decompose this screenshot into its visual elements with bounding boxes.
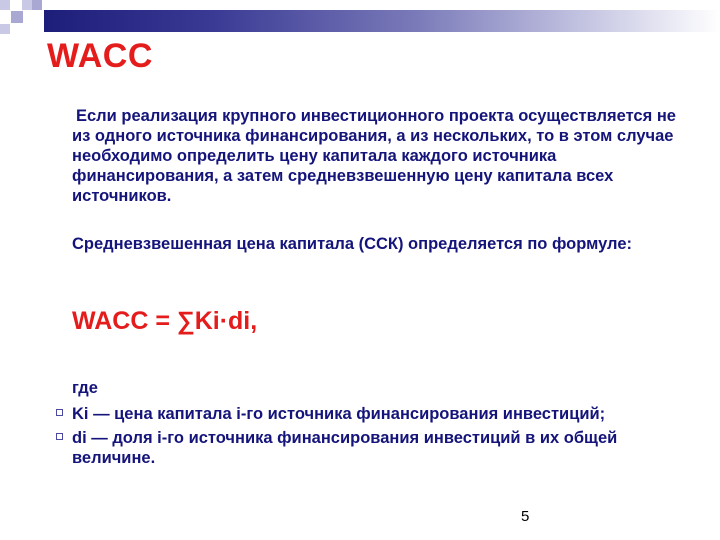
- header-gradient-bar: [44, 10, 720, 32]
- list-item: [56, 404, 696, 424]
- list-item-text: di — доля i-го источника финансирования инвестиций в их общей величине.: [72, 429, 618, 467]
- decor-square: [22, 0, 32, 10]
- decor-square: [0, 11, 10, 21]
- square-bullet-icon: [56, 409, 63, 416]
- decor-square: [24, 11, 34, 21]
- decor-square: [10, 0, 20, 10]
- list-item-text: Ki — цена капитала i-го источника финансирования инвестиций;: [72, 405, 606, 423]
- decor-square: [11, 11, 23, 23]
- decor-square: [32, 24, 42, 34]
- page-number: 5: [521, 508, 530, 525]
- decor-square: [12, 24, 22, 34]
- definition-paragraph: Средневзвешенная цена капитала (ССК) определяется по формуле:: [72, 235, 632, 253]
- wacc-formula: WACC = ∑Ki·di,: [72, 307, 258, 335]
- list-item: [56, 428, 696, 468]
- where-label: где: [72, 379, 98, 397]
- definitions-list: [56, 404, 696, 472]
- intro-paragraph: Если реализация крупного инвестиционного проекта осуществляется не из одного источника финансирования, а из нескольких, то в этом случае необходимо определить цену капитала каждого источника финансирования, а затем средневзвешенную цену капитала всех источников.: [72, 107, 676, 205]
- decor-square: [32, 0, 42, 10]
- decor-square: [0, 0, 10, 10]
- slide-title: WACC: [47, 37, 153, 75]
- square-bullet-icon: [56, 433, 63, 440]
- decor-square: [0, 24, 10, 34]
